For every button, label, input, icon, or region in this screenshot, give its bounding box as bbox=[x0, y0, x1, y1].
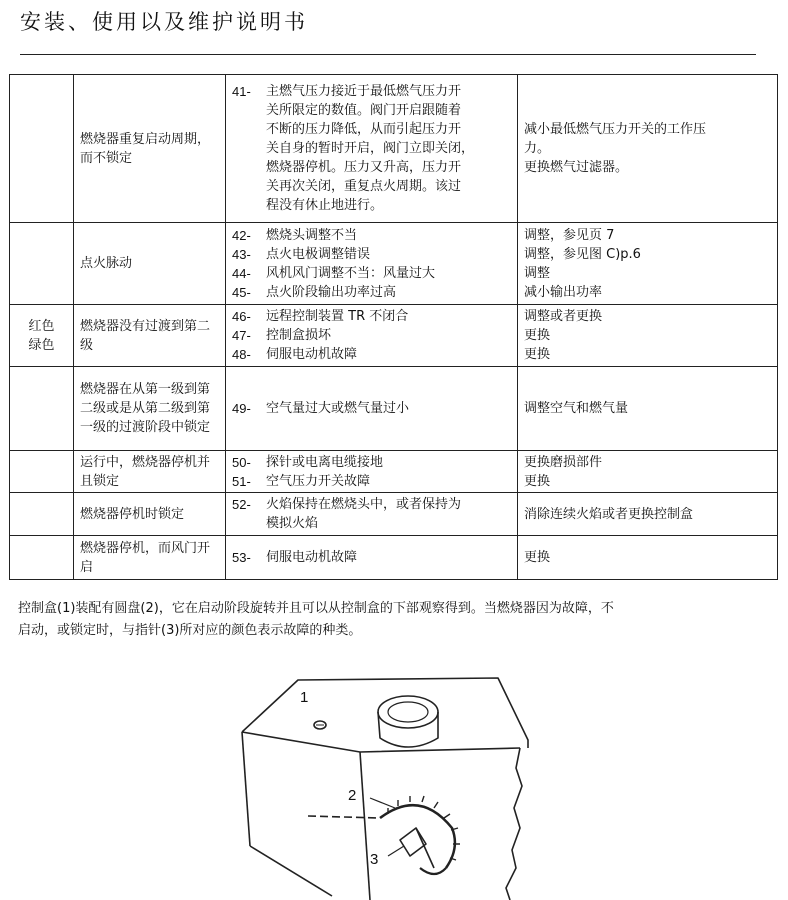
color-cell bbox=[10, 305, 74, 367]
fault-cell bbox=[74, 367, 226, 451]
cause-text: 远程控制装置 TR 不闭合 bbox=[266, 309, 409, 324]
remedy-cell bbox=[518, 536, 778, 580]
color-cell-empty bbox=[10, 536, 74, 580]
cause-cell bbox=[226, 223, 518, 305]
cause-text: 空气量过大或燃气量过小 bbox=[266, 401, 410, 416]
fault-cell bbox=[74, 493, 226, 536]
cause-line bbox=[232, 345, 511, 364]
fault-table bbox=[9, 74, 778, 580]
explanation-line: 控制盒(1)装配有圆盘(2)，它在启动阶段旋转并且可以从控制盒的下部观察得到。当燃烧器因为故障，不 bbox=[18, 601, 614, 616]
cause-number: 47- bbox=[232, 328, 251, 343]
color-cell-empty bbox=[10, 451, 74, 493]
color-cell-empty bbox=[10, 367, 74, 451]
cause-number: 42- bbox=[232, 227, 251, 243]
remedy-line: 力。 bbox=[524, 141, 551, 156]
remedy-line: 调整或者更换 bbox=[524, 309, 603, 324]
fault-cell bbox=[74, 223, 226, 305]
cause-number: 53- bbox=[232, 550, 251, 565]
table-row bbox=[10, 305, 778, 367]
cause-line bbox=[232, 495, 511, 514]
cause-text: 燃烧头调整不当 bbox=[266, 227, 358, 243]
cause-number: 45- bbox=[232, 284, 251, 300]
cause-cont: 燃烧器停机。压力又升高，压力开 bbox=[266, 160, 462, 175]
remedy-cell bbox=[518, 367, 778, 451]
cause-line bbox=[232, 245, 511, 264]
box-bottom-edge bbox=[250, 846, 332, 896]
cause-line bbox=[232, 453, 511, 472]
remedy-cell bbox=[518, 305, 778, 367]
remedy-cell bbox=[518, 451, 778, 493]
fault-cell bbox=[74, 536, 226, 580]
reset-knob-body bbox=[378, 712, 438, 747]
fault-text: 燃烧器停机时锁定 bbox=[80, 506, 185, 522]
fault-text: 点火脉动 bbox=[80, 256, 133, 271]
table-row bbox=[10, 493, 778, 536]
cause-text: 点火电极调整错误 bbox=[266, 246, 371, 262]
cause-line bbox=[232, 548, 511, 567]
cause-cont: 关再次关闭，重复点火周期。该过 bbox=[266, 179, 462, 194]
table-row bbox=[10, 367, 778, 451]
box-cut-edge bbox=[506, 748, 522, 900]
leader-line-3 bbox=[388, 846, 404, 856]
remedy-line: 更换 bbox=[524, 473, 551, 489]
cause-text: 点火阶段输出功率过高 bbox=[266, 284, 397, 300]
cause-number: 48- bbox=[232, 347, 251, 362]
fault-cell bbox=[74, 451, 226, 493]
label-2: 2 bbox=[348, 787, 357, 804]
remedy-line: 调整空气和燃气量 bbox=[524, 401, 629, 416]
cause-cell bbox=[226, 451, 518, 493]
cause-text: 火焰保持在燃烧头中，或者保持为 bbox=[266, 497, 462, 512]
cause-text: 伺服电动机故障 bbox=[266, 550, 358, 565]
cause-number: 50- bbox=[232, 454, 251, 470]
page-title: 安装、使用以及维护说明书 bbox=[20, 10, 308, 34]
cause-number: 49- bbox=[232, 401, 251, 416]
fault-text: 燃烧器在从第一级到第二级或是从第二级到第一级的过渡阶段中锁定 bbox=[80, 382, 211, 435]
remedy-line: 更换 bbox=[524, 550, 551, 565]
remedy-cell bbox=[518, 223, 778, 305]
table-row bbox=[10, 75, 778, 223]
fault-text: 燃烧器重复启动周期，而不锁定 bbox=[80, 131, 211, 166]
remedy-line: 更换 bbox=[524, 328, 551, 343]
remedy-line: 减小输出功率 bbox=[524, 284, 603, 300]
cause-line bbox=[232, 472, 511, 491]
pointer-base bbox=[420, 868, 446, 874]
table-row bbox=[10, 223, 778, 305]
reset-knob-inner bbox=[388, 702, 428, 722]
cause-text: 主燃气压力接近于最低燃气压力开 bbox=[266, 84, 462, 99]
fault-text: 燃烧器停机，而风门开启 bbox=[80, 540, 211, 575]
cause-text: 伺服电动机故障 bbox=[266, 347, 358, 362]
remedy-cell bbox=[518, 493, 778, 536]
color-cell-empty bbox=[10, 223, 74, 305]
cause-cell bbox=[226, 367, 518, 451]
remedy-cell bbox=[518, 75, 778, 223]
cause-line bbox=[232, 326, 511, 345]
cause-number: 51- bbox=[232, 473, 251, 489]
remedy-line: 减小最低燃气压力开关的工作压 bbox=[524, 122, 707, 137]
cause-number: 46- bbox=[232, 309, 251, 324]
fault-cell bbox=[74, 305, 226, 367]
cause-line bbox=[232, 82, 511, 101]
remedy-line: 更换 bbox=[524, 347, 551, 362]
box-left-edge bbox=[242, 732, 250, 846]
cause-line bbox=[232, 226, 511, 245]
table-row bbox=[10, 536, 778, 580]
cause-number: 44- bbox=[232, 265, 251, 281]
cause-number: 43- bbox=[232, 246, 251, 262]
color-label-green: 绿色 bbox=[28, 337, 55, 353]
label-3: 3 bbox=[370, 851, 379, 868]
cause-line bbox=[232, 264, 511, 283]
fault-text: 燃烧器没有过渡到第二级 bbox=[80, 318, 211, 353]
cause-cont: 不断的压力降低，从而引起压力开 bbox=[266, 122, 462, 137]
box-top-edge bbox=[242, 678, 528, 748]
cause-line bbox=[232, 307, 511, 326]
remedy-line: 更换燃气过滤器。 bbox=[524, 160, 629, 175]
cause-cont: 模拟火焰 bbox=[266, 516, 319, 531]
cause-number: 52- bbox=[232, 497, 251, 512]
cause-line bbox=[232, 283, 511, 302]
fault-cell bbox=[74, 75, 226, 223]
remedy-line: 调整，参见页 7 bbox=[524, 227, 615, 243]
remedy-line: 调整 bbox=[524, 265, 551, 281]
cause-cont: 关所限定的数值。阀门开启跟随着 bbox=[266, 103, 462, 118]
remedy-line: 调整，参见图 C)p.6 bbox=[524, 246, 641, 262]
color-cell-empty bbox=[10, 75, 74, 223]
cause-text: 探针或电离电缆接地 bbox=[266, 454, 384, 470]
box-front-corner-edge bbox=[360, 752, 370, 900]
cause-cell bbox=[226, 75, 518, 223]
header-rule bbox=[20, 54, 756, 55]
cause-text: 风机风门调整不当：风量过大 bbox=[266, 265, 436, 281]
box-top-front-edge bbox=[242, 732, 520, 752]
cause-cell bbox=[226, 536, 518, 580]
cause-cell bbox=[226, 305, 518, 367]
color-label-red: 红色 bbox=[28, 318, 55, 334]
explanation-line: 启动，或锁定时，与指针(3)所对应的颜色表示故障的种类。 bbox=[18, 623, 362, 638]
cause-cell bbox=[226, 493, 518, 536]
cause-text: 控制盒损坏 bbox=[266, 328, 332, 343]
cause-number: 41- bbox=[232, 84, 251, 99]
cause-line bbox=[232, 399, 511, 418]
explanation-paragraph bbox=[18, 598, 768, 642]
cause-cont: 关自身的暂时开启，阀门立即关闭， bbox=[266, 141, 475, 156]
disc-axis-line bbox=[308, 816, 380, 818]
cause-text: 空气压力开关故障 bbox=[266, 473, 371, 489]
reset-knob-icon bbox=[378, 696, 438, 728]
control-box-illustration bbox=[220, 668, 540, 900]
remedy-line: 更换磨损部件 bbox=[524, 454, 603, 470]
leader-line-2 bbox=[370, 798, 395, 808]
cause-cont: 程没有休止地进行。 bbox=[266, 198, 384, 213]
fault-text: 运行中，燃烧器停机并且锁定 bbox=[80, 454, 211, 489]
remedy-line: 消除连续火焰或者更换控制盒 bbox=[524, 506, 694, 522]
color-cell-empty bbox=[10, 493, 74, 536]
table-row bbox=[10, 451, 778, 493]
label-1: 1 bbox=[300, 689, 309, 706]
